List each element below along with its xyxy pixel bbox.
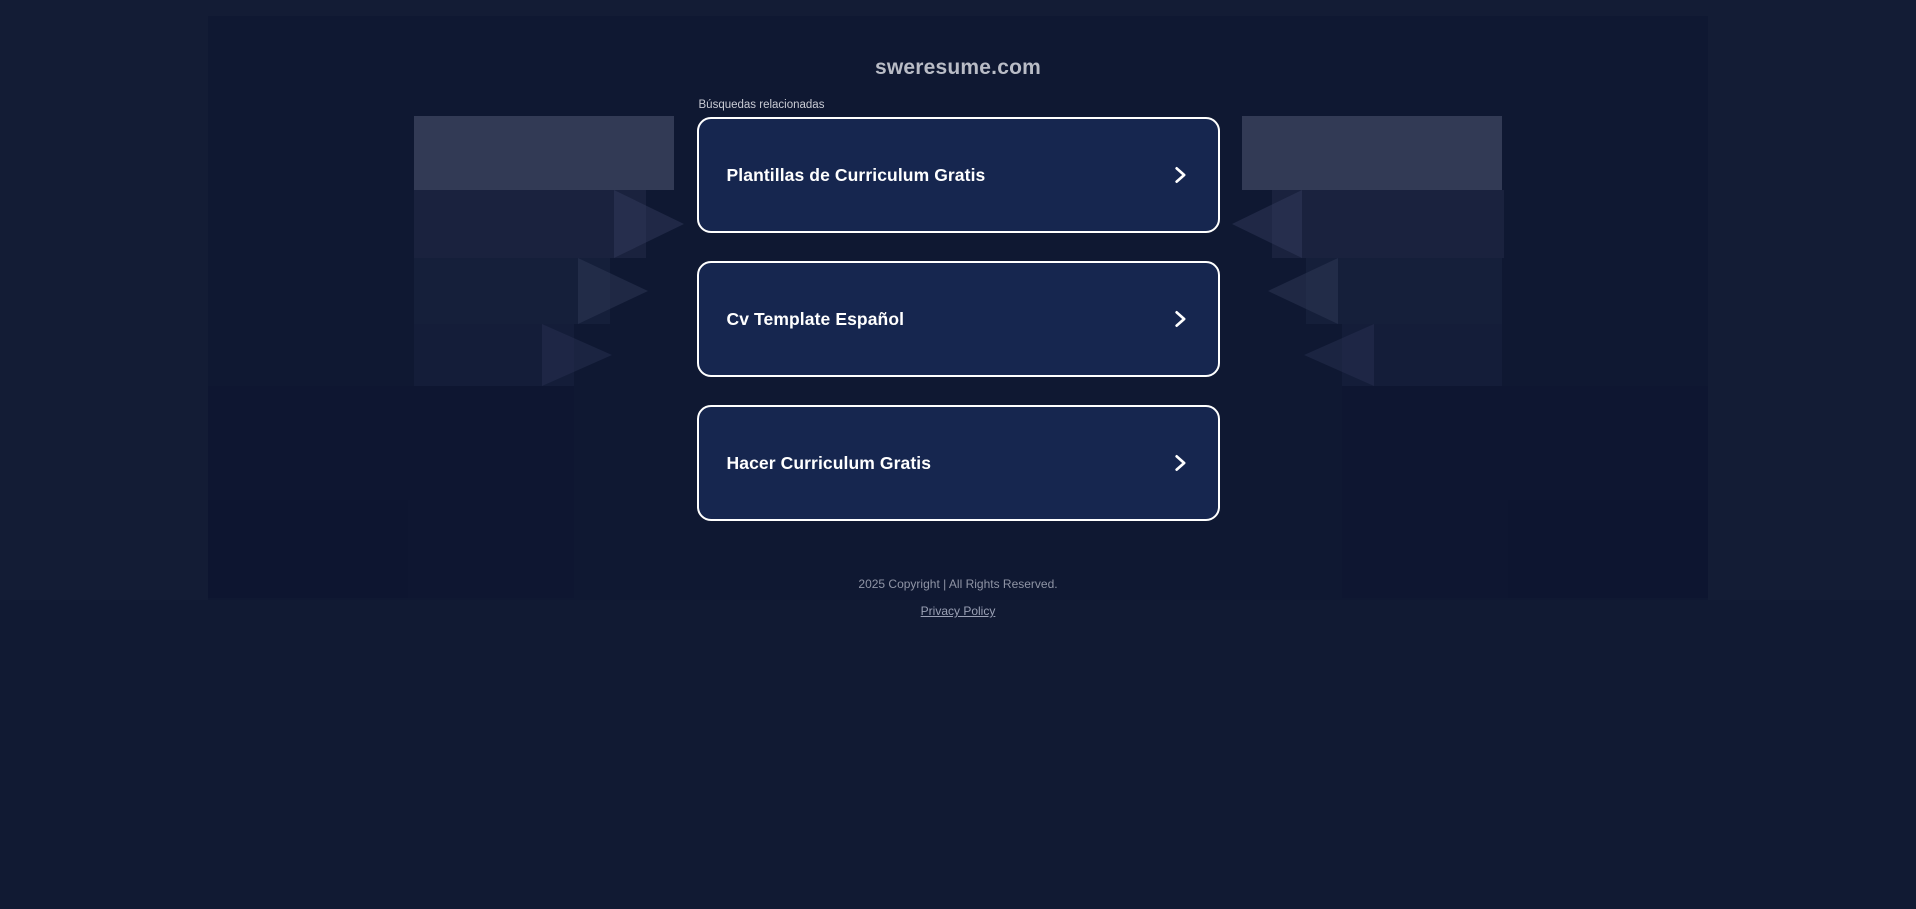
related-search-item-2[interactable]: [697, 261, 1220, 377]
related-search-label: Hacer Curriculum Gratis: [726, 452, 932, 473]
related-search-label: Plantillas de Curriculum Gratis: [726, 164, 986, 185]
related-searches-section: [697, 99, 1220, 521]
related-searches-label: Búsquedas relacionadas: [698, 99, 825, 111]
chevron-right-icon: [1170, 165, 1190, 185]
bg-shape: [0, 600, 1916, 909]
chevron-right-icon: [1170, 453, 1190, 473]
privacy-policy-link[interactable]: Privacy Policy: [920, 604, 996, 618]
related-search-item-3[interactable]: [697, 405, 1220, 521]
copyright-text: 2025 Copyright | All Rights Reserved.: [858, 577, 1058, 591]
related-search-label: Cv Template Español: [726, 308, 905, 329]
footer: [0, 577, 1916, 620]
related-search-item-1[interactable]: [697, 117, 1220, 233]
page-title: sweresume.com: [874, 56, 1042, 79]
chevron-right-icon: [1170, 309, 1190, 329]
